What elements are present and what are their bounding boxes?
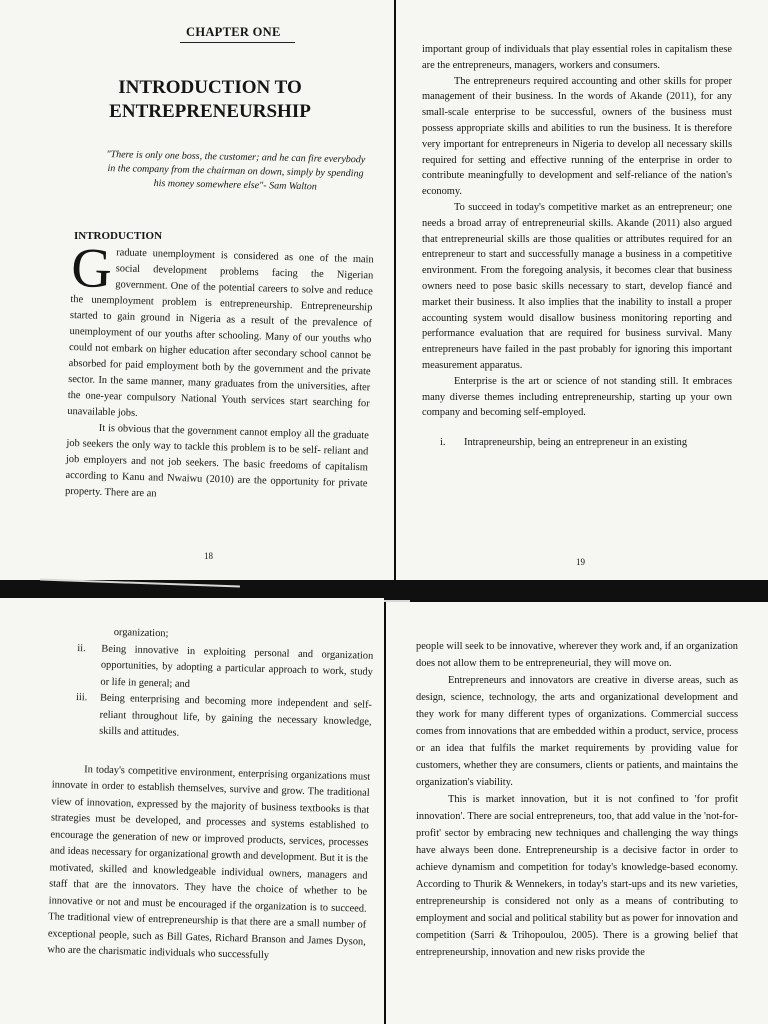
page-21	[386, 602, 768, 1024]
list-number: i.	[440, 437, 446, 449]
paragraph: organization;	[113, 626, 169, 640]
paragraph: The entrepreneurs required accounting and other skills for proper management of their business. In the words of Akande (2011), for any small-scale enterprise to be successful, owners of the business must possess appropriate skills and abilities to run the business. It is therefore very important for entrepreneurs in Nigeria to develop all necessary skills required for setting and effective running of the enterprise in order to contribute meaningfully to development and self-reliance of the nation's economy.	[422, 75, 732, 198]
list-text: Intrapreneurship, being an entrepreneur in an existing	[464, 437, 688, 449]
page-19	[396, 0, 768, 580]
drop-cap: G	[70, 237, 113, 301]
paragraph: To succeed in today's competitive market as an entrepreneur; one needs a broad array of entrepreneurial skills. Akande (2011) also argued that entrepreneurial skills are those qualities or attributes required for an entrepreneur to start and successfully manage a business in a competitive environment. From the foregoing analysis, it becomes clear that business owners need to pose basic skills necessary to start, develop fiancé and market their business. It also implies that the inability to install a proper accounting system would disallow business monitoring reporting and performance evaluation that are required for business survival. Many entrepreneurs have failed in the past probably for ignoring this important measurement apparatus.	[422, 201, 732, 371]
body-text	[47, 624, 374, 967]
page-18	[0, 0, 394, 580]
page-number: 18	[204, 551, 213, 561]
list-item	[422, 435, 732, 451]
paragraph: It is obvious that the government cannot employ all the graduate job seekers the only way to tackle this problem is to be self- reliant and job employers and not job seekers. The basic freedoms of capitalism according to Kanu and Nwaiwu (2010) are the opportunity for private property. There are an	[64, 422, 369, 500]
list-number: iii.	[75, 691, 88, 704]
epigraph-quote: "There is only one boss, the customer; and he can fire everybody in the company from the chairman on down, simply by spending his money somewhere else"- Sam Walton	[106, 149, 366, 193]
body-text	[416, 638, 738, 961]
list-text: Being enterprising and becoming more independent and self-reliant throughout life, by gaining the necessary knowledge, skills and attitudes.	[99, 692, 373, 739]
paragraph: important group of individuals that play essential roles in capitalism these are the entrepreneurs, managers, workers and consumers.	[422, 44, 732, 71]
body-text	[422, 42, 732, 451]
paragraph: people will seek to be innovative, wherever they work and, if an organization does not allow them to be entrepreneurial, they will move on.	[416, 641, 738, 669]
chapter-title: INTRODUCTION TO ENTREPRENEURSHIP	[109, 77, 311, 122]
page-20	[0, 598, 384, 1024]
list-number: ii.	[77, 642, 86, 654]
paragraph: Enterprise is the art or science of not standing still. It embraces many diverse themes including entrepreneurship, starting up your own company and becoming self-employed.	[422, 375, 732, 419]
chapter-underline	[180, 42, 295, 43]
list-item	[75, 690, 372, 747]
body-text	[64, 237, 374, 508]
page-number: 19	[576, 557, 585, 567]
paragraph-text: raduate unemployment is considered as one of the main social development problems facing the Nigerian government. One of the potential careers to solve and reduce the unemployment problem is entrepreneurship. Entrepreneurship started to gain ground in Nigeria as a result of the prevalence of unemployment of our youths after schooling. Many of our youths who could not embark on higher education after secondary school cannot be absorbed for paid employment both by the government and the private sector. In the same manner, many graduates from the universities, after the one-year compulsory National Youth services start searching for unavailable jobs.	[67, 247, 374, 419]
list-text: Being innovative in exploiting personal and organization opportunities, by adopting a particular approach to work, study or life in general; and	[100, 643, 374, 690]
paragraph: Entrepreneurs and innovators are creative in diverse areas, such as design, science, technology, the arts and organizational development and they work for many different types of organizations. Commercial success comes from innovations that are embedded within a product, service, process or an idea that fulfils the market requirements by providing value for customers, whether they are consumers, clients or patients, and maintains the organization's viability.	[416, 675, 738, 788]
chapter-label: CHAPTER ONE	[186, 25, 281, 39]
list-item	[76, 640, 373, 697]
paragraph	[67, 237, 374, 428]
paragraph: In today's competitive environment, enterprising organizations must innovate in order to establish themselves, survive and grow. The traditional view of innovation, expressed by the majority of business textbooks is that strategies must be developed, and processes and systems established to encourage the generation of new or improved products, services, processes and ideas necessary for organizational growth and development. But it is the motivated, skilled and knowledgeable individual owners, managers and staff that are the innovators. They have the choice of whether to be innovative or not and must be encouraged if the organization is to succeed. The traditional view of entrepreneurship is that there are a small number of exceptional people, such as Bill Gates, Richard Branson and James Dyson, who are the charismatic individuals who successfully	[47, 763, 371, 962]
section-heading: INTRODUCTION	[74, 230, 163, 242]
paragraph: This is market innovation, but it is not confined to 'for profit innovation'. There are social entrepreneurs, too, that add value in the 'not-for-profit' sector by embracing new techniques and challenging the way things have always been done. Entrepreneurship is a decisive factor in order to achieve dynamism and competition for today's knowledge-based economy. According to Thurik & Wennekers, in today's start-ups and its new varieties, entrepreneurship is considered not only as a means of contributing to employment and social and political stability but as power for innovation and competition (Sarri & Trihopoulou, 2005). There is a growing belief that entrepreneurship, innovation and new risks provide the	[416, 794, 738, 958]
